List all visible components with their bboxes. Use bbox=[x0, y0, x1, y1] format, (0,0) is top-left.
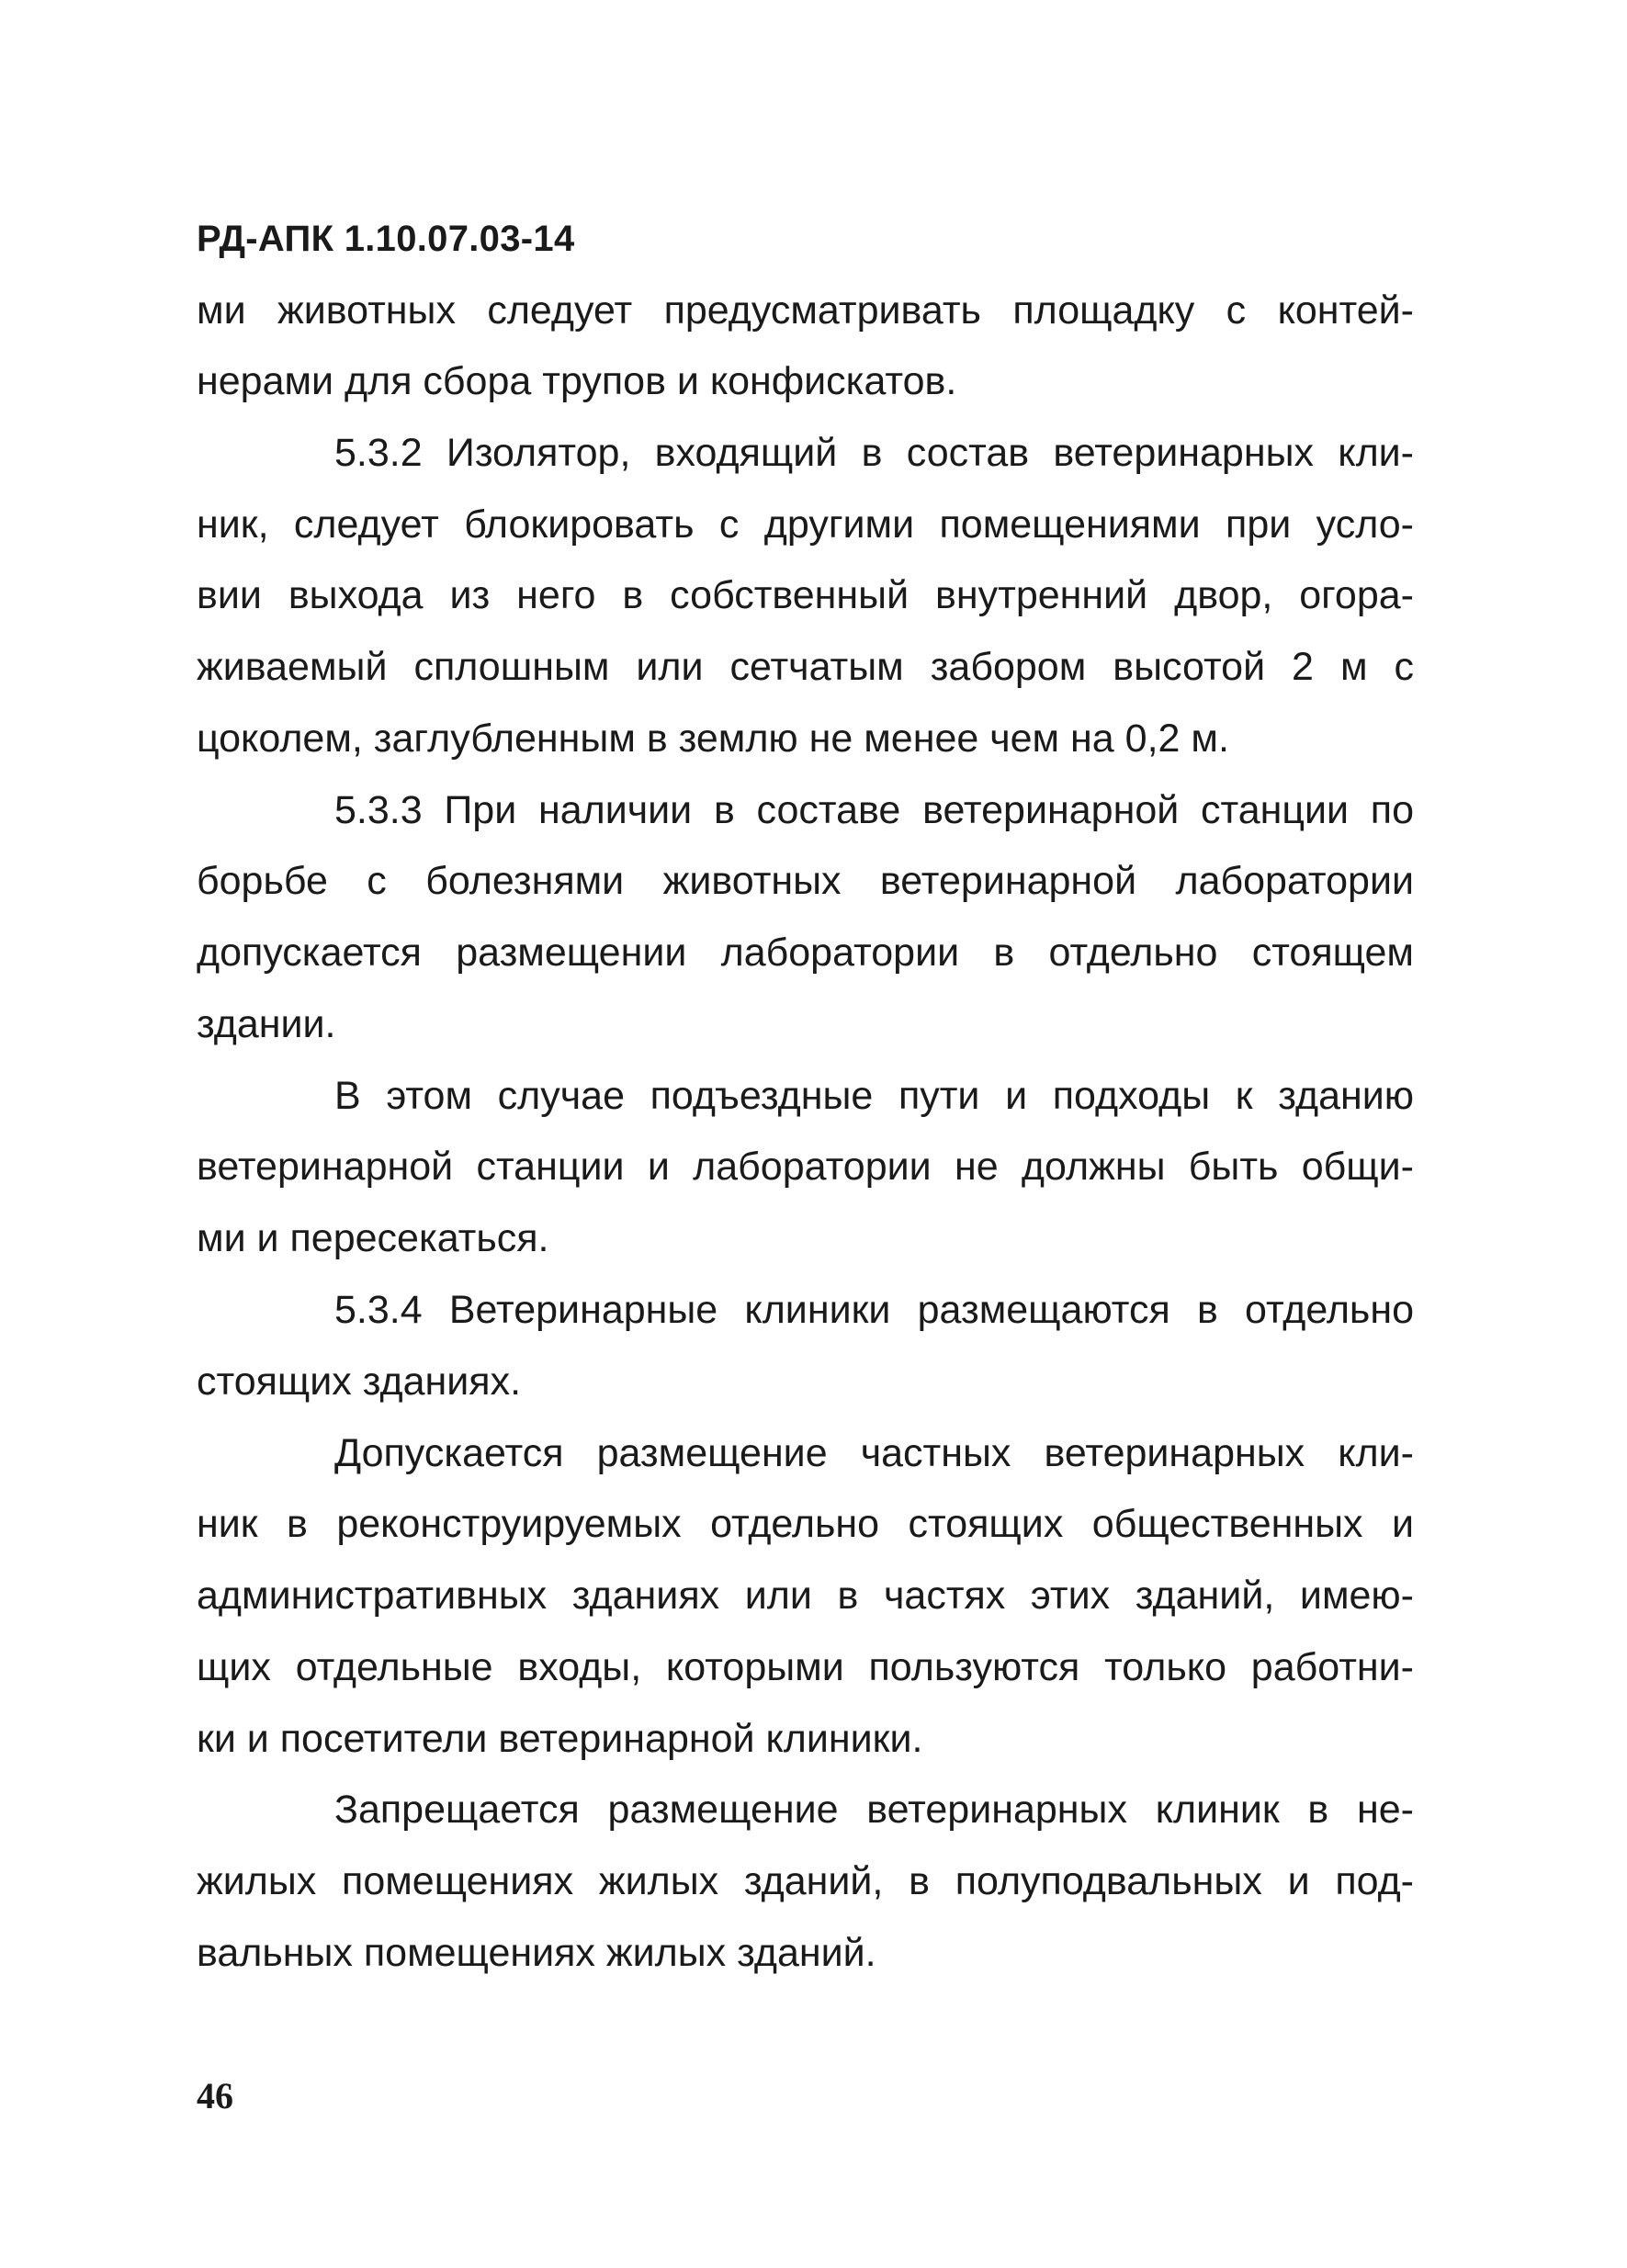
text-line: нерами для сбора трупов и конфискатов. bbox=[197, 359, 957, 403]
text-line: В этом случае подъездные пути и подходы к зданию bbox=[334, 1074, 1414, 1118]
text-line: здании. bbox=[197, 1002, 336, 1046]
text-line: живаемый сплошным или сетчатым забором высотой 2 м с bbox=[197, 645, 1414, 689]
text-line: ветеринарной станции и лаборатории не должны быть общи- bbox=[197, 1145, 1414, 1189]
text-line: ки и посетители ветеринарной клиники. bbox=[197, 1717, 923, 1761]
text-line: Допускается размещение частных ветеринарных кли- bbox=[334, 1431, 1414, 1475]
text-line: ник, следует блокировать с другими помещениями при усло- bbox=[197, 502, 1414, 547]
text-line: ми животных следует предусматривать площадку с контей- bbox=[197, 288, 1414, 333]
text-line: ник в реконструируемых отдельно стоящих общественных и bbox=[197, 1502, 1414, 1546]
text-line: Запрещается размещение ветеринарных клиник в не- bbox=[334, 1788, 1414, 1832]
text-line: 5.3.3 При наличии в составе ветеринарной станции по bbox=[334, 788, 1414, 832]
text-line: 5.3.2 Изолятор, входящий в состав ветеринарных кли- bbox=[334, 431, 1414, 475]
text-line: вальных помещениях жилых зданий. bbox=[197, 1931, 876, 1975]
document-code-header: РД-АПК 1.10.07.03-14 bbox=[197, 219, 575, 259]
text-line: вии выхода из него в собственный внутренний двор, огора- bbox=[197, 573, 1414, 617]
text-line: административных зданиях или в частях этих зданий, имею- bbox=[197, 1574, 1414, 1618]
text-line: 5.3.4 Ветеринарные клиники размещаются в отдельно bbox=[334, 1288, 1414, 1332]
page-number: 46 bbox=[197, 2075, 233, 2116]
text-line: допускается размещении лаборатории в отдельно стоящем bbox=[197, 931, 1414, 975]
text-line: стоящих зданиях. bbox=[197, 1360, 522, 1404]
text-line: цоколем, заглубленным в землю не менее чем на 0,2 м. bbox=[197, 717, 1229, 761]
text-line: борьбе с болезнями животных ветеринарной лаборатории bbox=[197, 859, 1414, 903]
text-line: жилых помещениях жилых зданий, в полуподвальных и под- bbox=[197, 1859, 1414, 1903]
text-line: щих отдельные входы, которыми пользуются только работни- bbox=[197, 1645, 1414, 1689]
text-line: ми и пересекаться. bbox=[197, 1216, 549, 1260]
